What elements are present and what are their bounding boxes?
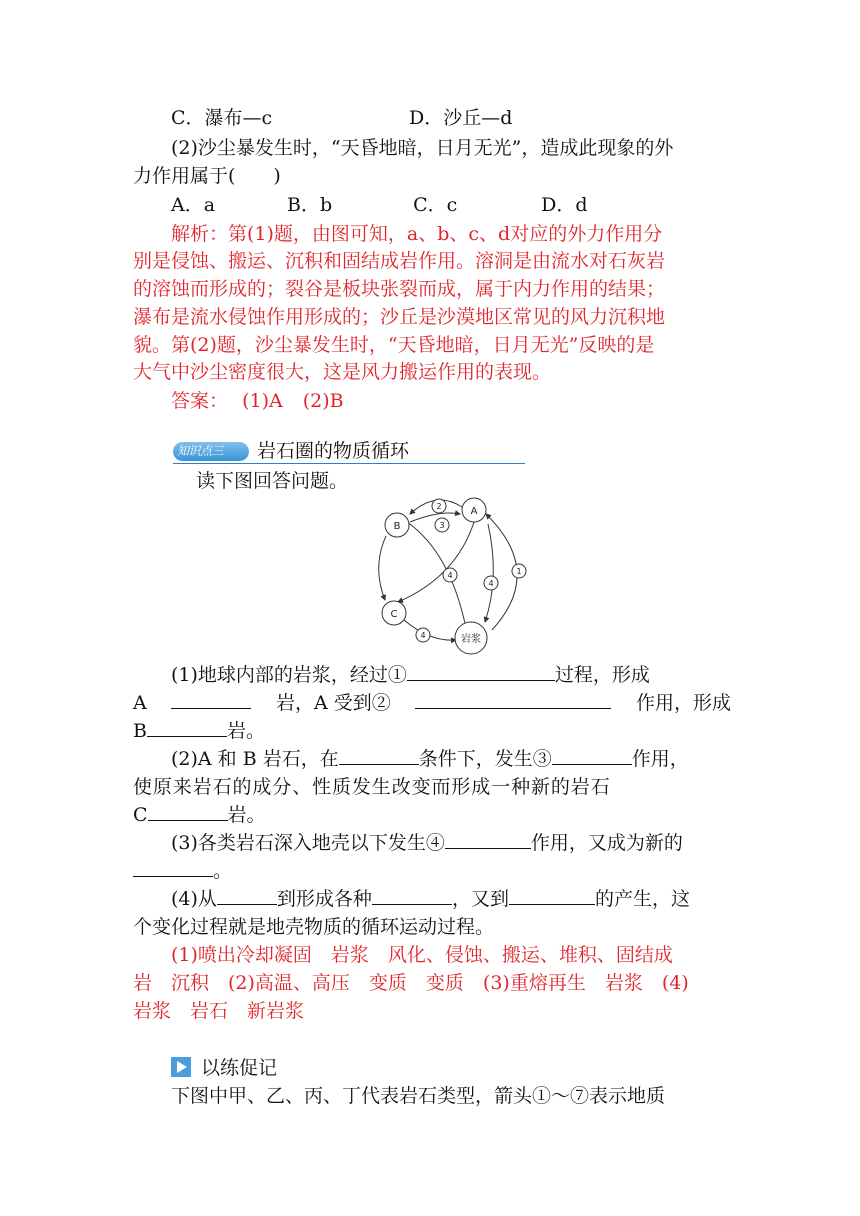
fill-q1-line1 (171, 660, 731, 690)
analysis-text1: 第(1)题，由图可知，a、b、c、d对应的外力作用分 (228, 223, 663, 245)
q2-option-a: A．a (171, 194, 216, 216)
play-triangle-icon (171, 1057, 191, 1077)
fill-blank-q2-c[interactable] (148, 800, 228, 821)
analysis-line2: 别是侵蚀、搬运、沉积和固结成岩作用。溶洞是由流水对石灰岩 (133, 250, 666, 272)
rock-cycle-diagram (370, 492, 530, 660)
num-4-left: 4 (447, 571, 453, 580)
practice-header (171, 1053, 277, 1083)
num-3: 3 (439, 521, 445, 530)
analysis-line4: 瀑布是流水侵蚀作用形成的；沙丘是沙漠地区常见的风力沉积地 (133, 306, 666, 328)
q2-option-d: D．d (541, 194, 588, 216)
fill-q4-text-a: (4)从 (171, 888, 217, 910)
node-magma-label: 岩浆 (461, 634, 481, 645)
section-title: 岩石圈的物质循环 (257, 440, 410, 462)
num-1: 1 (516, 567, 522, 576)
intro-text: 读下图回答问题。 (196, 470, 349, 492)
fill-q4-line2: 个变化过程就是地壳物质的循环运动过程。 (133, 916, 495, 938)
analysis-line5: 貌。第(2)题，沙尘暴发生时，“天昏地暗，日月无光”反映的是 (133, 334, 655, 356)
q1-option-c: C．瀑布—c (171, 107, 273, 129)
fill-q2-line3 (133, 800, 731, 830)
fill-answer-line2: 岩 沉积 (2)高温、高压 变质 变质 (3)重熔再生 岩浆 (4) (133, 972, 689, 994)
fill-q3-text-c: 。 (213, 860, 233, 882)
fill-blank-q4-to[interactable] (509, 884, 595, 905)
answer-label: 答案： (171, 390, 229, 412)
analysis-line3: 的溶蚀而形成的；裂谷是板块张裂而成，属于内力作用的结果； (133, 278, 666, 300)
fill-q1-text-f: B (133, 720, 147, 742)
fill-blank-q1-a[interactable] (171, 688, 251, 709)
q1-option-d: D．沙丘—d (409, 107, 513, 129)
node-b-label: B (393, 521, 401, 532)
fill-blank-q2-condition[interactable] (339, 744, 419, 765)
num-2: 2 (436, 502, 442, 511)
q2-stem-line2: 力作用属于( ) (133, 165, 281, 187)
practice-line1: 下图中甲、乙、丙、丁代表岩石类型，箭头①～⑦表示地质 (171, 1085, 666, 1107)
section-badge (173, 442, 249, 461)
fill-q3-text-a: (3)各类岩石深入地壳以下发生④ (171, 832, 445, 854)
answer-1: (1)A (242, 390, 283, 412)
fill-answer-line1: (1)喷出冷却凝固 岩浆 风化、侵蚀、搬运、堆积、固结成 (171, 944, 673, 966)
num-4-right: 4 (488, 579, 494, 588)
fill-q2-line2: 使原来岩石的成分、性质发生改变而形成一种新的岩石 (133, 776, 611, 798)
fill-q2-text-c: 作用， (631, 748, 689, 770)
fill-blank-q4-various[interactable] (372, 884, 452, 905)
fill-q1-text-e: 作用，形成 (635, 692, 731, 714)
fill-q1-line2 (133, 688, 731, 718)
fill-q1-text-c: A (133, 692, 147, 714)
practice-title: 以练促记 (201, 1057, 278, 1079)
fill-blank-q4-from[interactable] (217, 884, 277, 905)
fill-q4-text-c: ，又到 (451, 888, 509, 910)
fill-q4-line1 (171, 884, 731, 914)
fill-q2-line1 (171, 744, 731, 774)
fill-q3-line1 (171, 828, 731, 858)
fill-blank-q1-2[interactable] (415, 688, 611, 709)
section-header (173, 441, 525, 464)
fill-blank-q3-new[interactable] (133, 856, 213, 877)
fill-q3-text-b: 作用，又成为新的 (530, 832, 683, 854)
node-a-label: A (470, 506, 478, 517)
fill-q1-text-b: 过程，形成 (554, 664, 650, 686)
fill-blank-q1-1[interactable] (407, 660, 555, 681)
q1-options-row (171, 103, 731, 133)
section-badge-text: 知识点三 (177, 444, 224, 458)
q2-option-c: C．c (413, 194, 458, 216)
fill-q3-line2 (133, 856, 731, 886)
fill-q2-text-e: 岩。 (227, 804, 266, 826)
answer-2: (2)B (302, 390, 344, 412)
q2-stem-line1: (2)沙尘暴发生时，“天昏地暗，日月无光”，造成此现象的外 (171, 137, 674, 159)
num-4-bottom: 4 (420, 631, 426, 640)
fill-q1-text-a: (1)地球内部的岩浆，经过① (171, 664, 407, 686)
analysis-line6: 大气中沙尘密度很大，这是风力搬运作用的表现。 (133, 361, 552, 383)
fill-answer-line3: 岩浆 岩石 新岩浆 (133, 1000, 305, 1022)
fill-blank-q1-b[interactable] (147, 716, 227, 737)
analysis-label: 解析： (171, 223, 229, 245)
fill-q1-text-d: 岩，A 受到② (275, 692, 391, 714)
q2-options-row (171, 190, 731, 220)
fill-q2-text-a: (2)A 和 B 岩石，在 (171, 748, 339, 770)
fill-blank-q3-4[interactable] (445, 828, 531, 849)
fill-q2-text-d: C (133, 804, 148, 826)
fill-q1-text-g: 岩。 (226, 720, 265, 742)
fill-q1-line3 (133, 716, 731, 746)
fill-q4-text-b: 到形成各种 (276, 888, 372, 910)
node-c-label: C (390, 609, 398, 620)
answer-row (171, 386, 731, 416)
fill-q4-text-d: 的产生，这 (594, 888, 690, 910)
fill-q2-text-b: 条件下，发生③ (418, 748, 552, 770)
analysis-line1 (171, 219, 731, 249)
fill-blank-q2-3[interactable] (552, 744, 632, 765)
q2-option-b: B．b (287, 194, 333, 216)
